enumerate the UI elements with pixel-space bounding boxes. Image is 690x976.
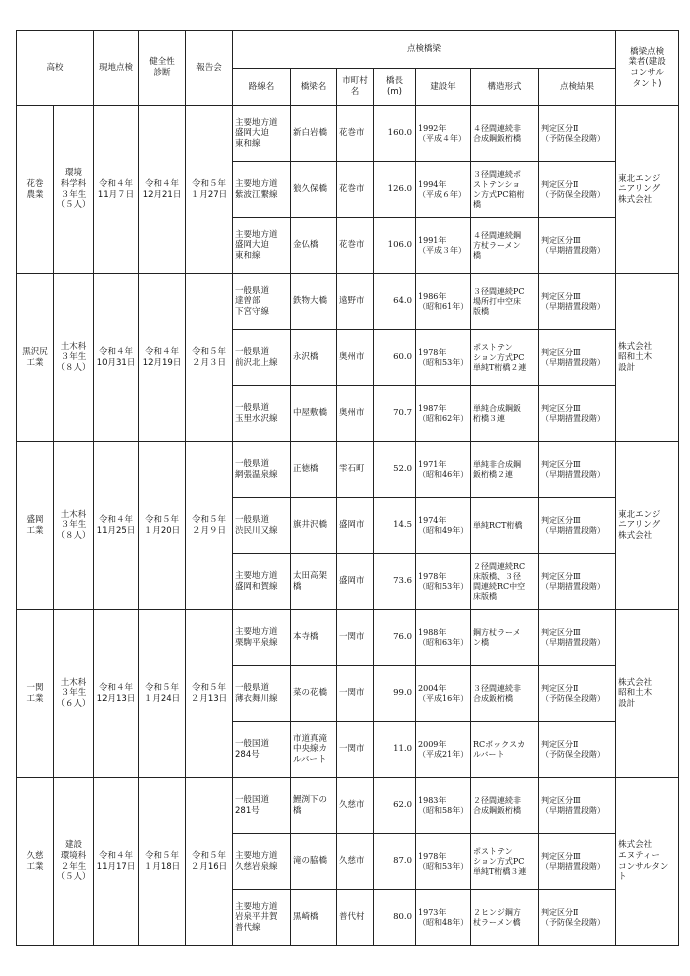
city-name: 遠野市 bbox=[337, 274, 374, 330]
route-name: 一般県道 達曽部 下宮守線 bbox=[233, 274, 291, 330]
contractor-name: 東北エンジ ニアリング 株式会社 bbox=[616, 106, 679, 274]
year-built: 1988年 （昭和63年） bbox=[416, 610, 471, 666]
bridge-name: 正徳橋 bbox=[291, 442, 337, 498]
header-route: 路線名 bbox=[233, 69, 291, 106]
inspection-result: 判定区分Ⅲ （早期措置段階） bbox=[539, 442, 616, 498]
header-year-built: 建設年 bbox=[416, 69, 471, 106]
city-name: 一関市 bbox=[337, 666, 374, 722]
inspection-result: 判定区分Ⅲ （早期措置段階） bbox=[539, 778, 616, 834]
header-site-inspection: 現地点検 bbox=[94, 31, 139, 106]
school-name: 久慈 工業 bbox=[17, 778, 54, 946]
health-diagnosis-date: 令和５年 １月20日 bbox=[139, 442, 186, 610]
inspection-result: 判定区分Ⅱ （予防保全段階） bbox=[539, 666, 616, 722]
header-report-meeting: 報告会 bbox=[186, 31, 233, 106]
structure-type: RCボックスカ ルバート bbox=[471, 722, 539, 778]
site-inspection-date: 令和４年 11月７日 bbox=[94, 106, 139, 274]
report-meeting-date: 令和５年 ２月９日 bbox=[186, 442, 233, 610]
route-name: 主要地方道 盛岡大迫 東和線 bbox=[233, 218, 291, 274]
report-meeting-date: 令和５年 ２月13日 bbox=[186, 610, 233, 778]
city-name: 盛岡市 bbox=[337, 554, 374, 610]
report-meeting-date: 令和５年 ２月16日 bbox=[186, 778, 233, 946]
city-name: 奥州市 bbox=[337, 386, 374, 442]
structure-type: 単純RCT桁橋 bbox=[471, 498, 539, 554]
bridge-name: 旗井沢橋 bbox=[291, 498, 337, 554]
report-meeting-date: 令和５年 ２月３日 bbox=[186, 274, 233, 442]
header-city: 市町村名 bbox=[337, 69, 374, 106]
structure-type: ３径間連続ポ ストテンショ ン方式PC箱桁 橋 bbox=[471, 162, 539, 218]
header-length bbox=[374, 69, 416, 106]
city-name: 奥州市 bbox=[337, 330, 374, 386]
structure-type: ４径間連続鋼 方杖ラーメン 橋 bbox=[471, 218, 539, 274]
inspection-result: 判定区分Ⅲ （早期措置段階） bbox=[539, 498, 616, 554]
report-meeting-date: 令和５年 １月27日 bbox=[186, 106, 233, 274]
bridge-name: 黒崎橋 bbox=[291, 890, 337, 946]
health-diagnosis-date: 令和５年 １月24日 bbox=[139, 610, 186, 778]
structure-type: ２径間連続非 合成鋼鈑桁橋 bbox=[471, 778, 539, 834]
route-name: 主要地方道 栗駒平泉線 bbox=[233, 610, 291, 666]
city-name: 久慈市 bbox=[337, 834, 374, 890]
school-department: 土木科 ３年生 （８人） bbox=[54, 442, 94, 610]
bridge-name: 本寺橋 bbox=[291, 610, 337, 666]
site-inspection-date: 令和４年 11月25日 bbox=[94, 442, 139, 610]
bridge-length: 73.6 bbox=[374, 554, 416, 610]
bridge-length: 99.0 bbox=[374, 666, 416, 722]
site-inspection-date: 令和４年 12月13日 bbox=[94, 610, 139, 778]
bridge-length: 70.7 bbox=[374, 386, 416, 442]
header-result: 点検結果 bbox=[539, 69, 616, 106]
structure-type: ２ヒンジ鋼方 杖ラーメン橋 bbox=[471, 890, 539, 946]
structure-type: ポストテン ション方式PC 単純T桁橋２連 bbox=[471, 330, 539, 386]
bridge-name: 菜の花橋 bbox=[291, 666, 337, 722]
bridge-name: 市道真滝 中央線カ ルバート bbox=[291, 722, 337, 778]
bridge-name: 鯉渕下の 橋 bbox=[291, 778, 337, 834]
school-name: 花巻 農業 bbox=[17, 106, 54, 274]
structure-type: ２径間連続RC 床版橋、３径 間連続RC中空 床版橋 bbox=[471, 554, 539, 610]
city-name: 一関市 bbox=[337, 610, 374, 666]
table-body bbox=[17, 106, 679, 946]
inspection-result: 判定区分Ⅲ （早期措置段階） bbox=[539, 834, 616, 890]
bridge-name: 鉄物大橋 bbox=[291, 274, 337, 330]
structure-type: 単純合成鋼鈑 桁橋３連 bbox=[471, 386, 539, 442]
route-name: 主要地方道 盛岡和賀線 bbox=[233, 554, 291, 610]
health-diagnosis-date: 令和４年 12月21日 bbox=[139, 106, 186, 274]
year-built: 1983年 （昭和58年） bbox=[416, 778, 471, 834]
inspection-result: 判定区分Ⅲ （早期措置段階） bbox=[539, 218, 616, 274]
bridge-length: 11.0 bbox=[374, 722, 416, 778]
city-name: 久慈市 bbox=[337, 778, 374, 834]
school-name: 黒沢尻 工業 bbox=[17, 274, 54, 442]
bridge-name: 金仏橋 bbox=[291, 218, 337, 274]
table-row bbox=[17, 442, 679, 498]
health-diagnosis-date: 令和５年 １月18日 bbox=[139, 778, 186, 946]
health-diagnosis-date: 令和４年 12月19日 bbox=[139, 274, 186, 442]
bridge-name: 中屋敷橋 bbox=[291, 386, 337, 442]
year-built: 1974年 （昭和49年） bbox=[416, 498, 471, 554]
header-structure: 構造形式 bbox=[471, 69, 539, 106]
bridge-name: 狼久保橋 bbox=[291, 162, 337, 218]
table-row bbox=[17, 106, 679, 162]
contractor-name: 株式会社 エヌティー コンサルタン ト bbox=[616, 778, 679, 946]
inspection-result: 判定区分Ⅲ （早期措置段階） bbox=[539, 274, 616, 330]
route-name: 一般県道 渋民川又線 bbox=[233, 498, 291, 554]
city-name: 雫石町 bbox=[337, 442, 374, 498]
inspection-result: 判定区分Ⅲ （早期措置段階） bbox=[539, 330, 616, 386]
bridge-length: 126.0 bbox=[374, 162, 416, 218]
route-name: 主要地方道 岩泉平井賀 普代線 bbox=[233, 890, 291, 946]
structure-type: ３径間連続非 合成鈑桁橋 bbox=[471, 666, 539, 722]
city-name: 花巻市 bbox=[337, 106, 374, 162]
structure-type: ３径間連続PC 場所打中空床 版橋 bbox=[471, 274, 539, 330]
structure-type: 単純非合成鋼 鈑桁橋２連 bbox=[471, 442, 539, 498]
inspection-result: 判定区分Ⅱ （予防保全段階） bbox=[539, 890, 616, 946]
school-department: 土木科 ３年生 （６人） bbox=[54, 610, 94, 778]
route-name: 一般県道 網張温泉線 bbox=[233, 442, 291, 498]
inspection-result: 判定区分Ⅲ （早期措置段階） bbox=[539, 386, 616, 442]
school-name: 盛岡 工業 bbox=[17, 442, 54, 610]
route-name: 一般国道 281号 bbox=[233, 778, 291, 834]
bridge-length: 76.0 bbox=[374, 610, 416, 666]
route-name: 一般国道 284号 bbox=[233, 722, 291, 778]
school-department: 建設 環境科 ２年生 （５人） bbox=[54, 778, 94, 946]
header-length-text: 橋長 (m) bbox=[386, 76, 404, 97]
header-school: 高校 bbox=[17, 31, 94, 106]
bridge-length: 14.5 bbox=[374, 498, 416, 554]
year-built: 2004年 （平成16年） bbox=[416, 666, 471, 722]
header-health-diagnosis-text: 健全性 診断 bbox=[149, 57, 175, 78]
bridge-length: 52.0 bbox=[374, 442, 416, 498]
bridge-name: 太田高架 橋 bbox=[291, 554, 337, 610]
inspection-result: 判定区分Ⅱ （予防保全段階） bbox=[539, 106, 616, 162]
year-built: 1986年 （昭和61年） bbox=[416, 274, 471, 330]
year-built: 1992年 （平成４年） bbox=[416, 106, 471, 162]
header-inspected-bridges: 点検橋梁 bbox=[233, 31, 616, 69]
contractor-name: 株式会社 昭和土木 設計 bbox=[616, 610, 679, 778]
year-built: 1973年 （昭和48年） bbox=[416, 890, 471, 946]
inspection-result: 判定区分Ⅱ （予防保全段階） bbox=[539, 722, 616, 778]
inspection-result: 判定区分Ⅲ （早期措置段階） bbox=[539, 610, 616, 666]
year-built: 1987年 （昭和62年） bbox=[416, 386, 471, 442]
header-health-diagnosis bbox=[139, 31, 186, 106]
structure-type: ４径間連続非 合成鋼鈑桁橋 bbox=[471, 106, 539, 162]
city-name: 盛岡市 bbox=[337, 498, 374, 554]
route-name: 主要地方道 紫波江繋線 bbox=[233, 162, 291, 218]
city-name: 一関市 bbox=[337, 722, 374, 778]
bridge-length: 64.0 bbox=[374, 274, 416, 330]
year-built: 1978年 （昭和53年） bbox=[416, 834, 471, 890]
year-built: 1991年 （平成３年） bbox=[416, 218, 471, 274]
bridge-name: 新白岩橋 bbox=[291, 106, 337, 162]
header-bridge-name: 橋梁名 bbox=[291, 69, 337, 106]
structure-type: ポストテン ション方式PC 単純T桁橋３連 bbox=[471, 834, 539, 890]
bridge-name: 滝の脇橋 bbox=[291, 834, 337, 890]
year-built: 1978年 （昭和53年） bbox=[416, 330, 471, 386]
route-name: 主要地方道 盛岡大迫 東和線 bbox=[233, 106, 291, 162]
city-name: 花巻市 bbox=[337, 218, 374, 274]
bridge-inspection-table bbox=[16, 30, 679, 946]
table-row bbox=[17, 274, 679, 330]
route-name: 一般県道 薄衣舞川線 bbox=[233, 666, 291, 722]
city-name: 花巻市 bbox=[337, 162, 374, 218]
bridge-length: 160.0 bbox=[374, 106, 416, 162]
bridge-length: 60.0 bbox=[374, 330, 416, 386]
year-built: 1978年 （昭和53年） bbox=[416, 554, 471, 610]
route-name: 一般県道 玉里水沢線 bbox=[233, 386, 291, 442]
inspection-result: 判定区分Ⅱ （予防保全段階） bbox=[539, 162, 616, 218]
bridge-name: 永沢橋 bbox=[291, 330, 337, 386]
table-row bbox=[17, 610, 679, 666]
year-built: 2009年 （平成21年） bbox=[416, 722, 471, 778]
bridge-length: 87.0 bbox=[374, 834, 416, 890]
school-department: 環境 科学科 ３年生 （５人） bbox=[54, 106, 94, 274]
bridge-length: 106.0 bbox=[374, 218, 416, 274]
route-name: 一般県道 前沢北上線 bbox=[233, 330, 291, 386]
structure-type: 鋼方杖ラーメ ン橋 bbox=[471, 610, 539, 666]
inspection-result: 判定区分Ⅲ （早期措置段階） bbox=[539, 554, 616, 610]
school-department: 土木科 ３年生 （８人） bbox=[54, 274, 94, 442]
route-name: 主要地方道 久慈岩泉線 bbox=[233, 834, 291, 890]
bridge-length: 80.0 bbox=[374, 890, 416, 946]
bridge-length: 62.0 bbox=[374, 778, 416, 834]
site-inspection-date: 令和４年 11月17日 bbox=[94, 778, 139, 946]
school-name: 一関 工業 bbox=[17, 610, 54, 778]
site-inspection-date: 令和４年 10月31日 bbox=[94, 274, 139, 442]
year-built: 1971年 （昭和46年） bbox=[416, 442, 471, 498]
year-built: 1994年 （平成６年） bbox=[416, 162, 471, 218]
contractor-name: 株式会社 昭和土木 設計 bbox=[616, 274, 679, 442]
city-name: 普代村 bbox=[337, 890, 374, 946]
table-row bbox=[17, 778, 679, 834]
header-contractor bbox=[616, 31, 679, 106]
contractor-name: 東北エンジ ニアリング 株式会社 bbox=[616, 442, 679, 610]
header-contractor-text: 橋梁点検 業者(建設 コンサル タント) bbox=[628, 46, 666, 89]
